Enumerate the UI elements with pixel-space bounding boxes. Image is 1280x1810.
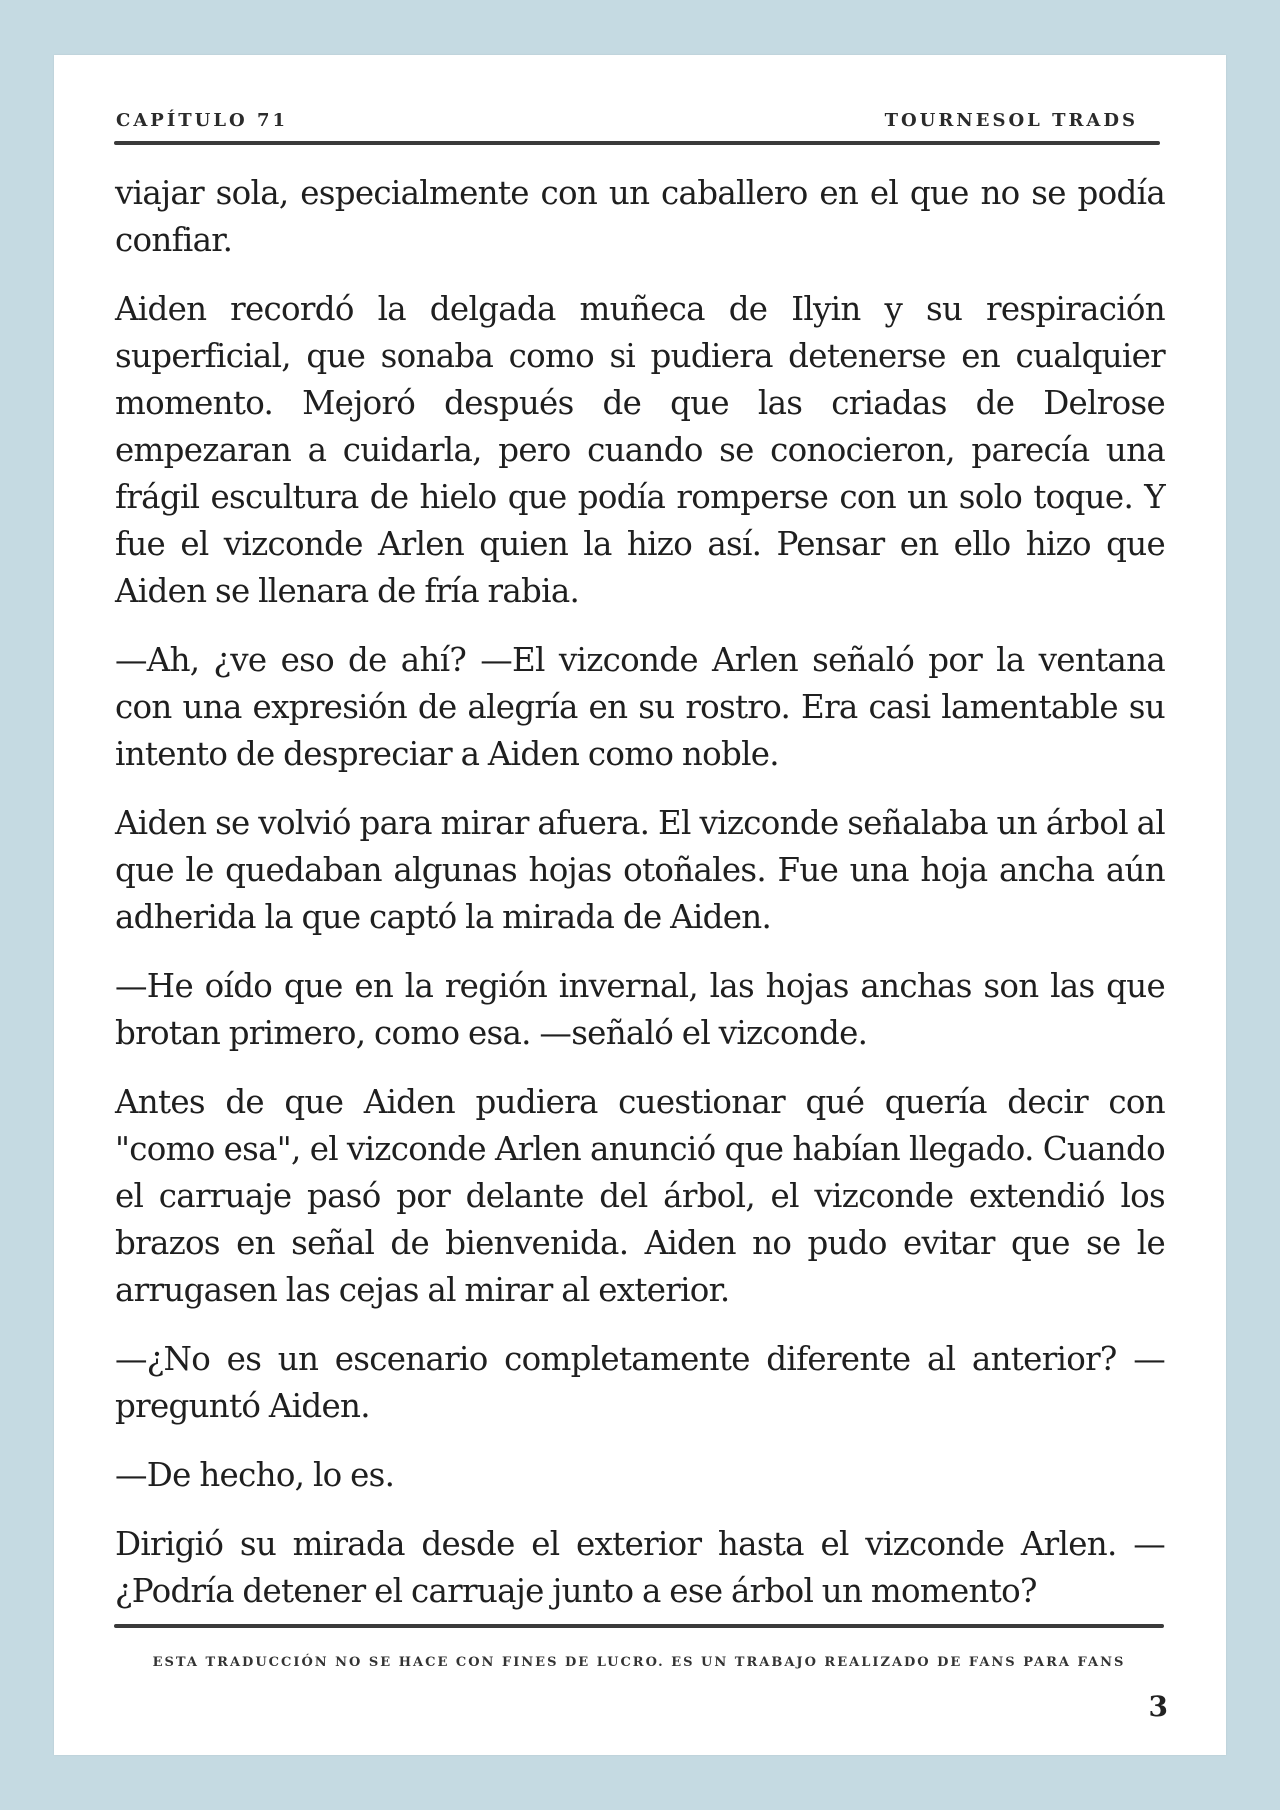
paragraph: Dirigió su mirada desde el exterior hasta el vizconde Arlen. —¿Podría detener el carruaje junto a ese árbol un momento? — [115, 1525, 1165, 1610]
chapter-title: CAPÍTULO 71 — [116, 110, 288, 131]
paragraph: —De hecho, lo es. — [115, 1456, 395, 1494]
paragraph: —He oído que en la región invernal, las hojas anchas son las que brotan primero, como esa. —señaló el vizconde. — [115, 967, 1165, 1052]
translation-group: TOURNESOL TRADS — [884, 110, 1138, 131]
paragraph: Aiden recordó la delgada muñeca de Ilyin y su respiración superficial, que sonaba como si pudiera detenerse en cualquier momento. Mejoró después de que las criadas de Delrose empezaran a cuidarla, pero cuando se conocieron, parecía una frágil escultura de hielo que podía romperse con un solo toque. Y fue el vizconde Arlen quien la hizo así. Pensar en ello hizo que Aiden se llenara de fría rabia. — [115, 290, 1165, 610]
footer-disclaimer: ESTA TRADUCCIÓN NO SE HACE CON FINES DE LUCRO. ES UN TRABAJO REALIZADO DE FANS PARA FANS — [152, 1655, 1126, 1670]
document-page — [54, 55, 1226, 1755]
paragraph: —Ah, ¿ve eso de ahí? —El vizconde Arlen señaló por la ventana con una expresión de alegría en su rostro. Era casi lamentable su intento de despreciar a Aiden como noble. — [115, 641, 1165, 773]
paragraph: Antes de que Aiden pudiera cuestionar qué quería decir con "como esa", el vizconde Arlen anunció que habían llegado. Cuando el carruaje pasó por delante del árbol, el vizconde extendió los brazos en señal de bienvenida. Aiden no pudo evitar que se le arrugasen las cejas al mirar al exterior. — [115, 1083, 1165, 1309]
page-number: 3 — [1148, 1690, 1168, 1723]
header-divider — [114, 141, 1160, 145]
page-header — [114, 105, 1154, 145]
paragraph: —¿No es un escenario completamente diferente al anterior? —preguntó Aiden. — [115, 1340, 1165, 1425]
footer-divider — [114, 1624, 1164, 1628]
paragraph: viajar sola, especialmente con un caballero en el que no se podía confiar. — [115, 174, 1165, 259]
paragraph: Aiden se volvió para mirar afuera. El vizconde señalaba un árbol al que le quedaban algunas hojas otoñales. Fue una hoja ancha aún adherida la que captó la mirada de Aiden. — [115, 804, 1165, 936]
page-body — [115, 170, 1165, 1637]
